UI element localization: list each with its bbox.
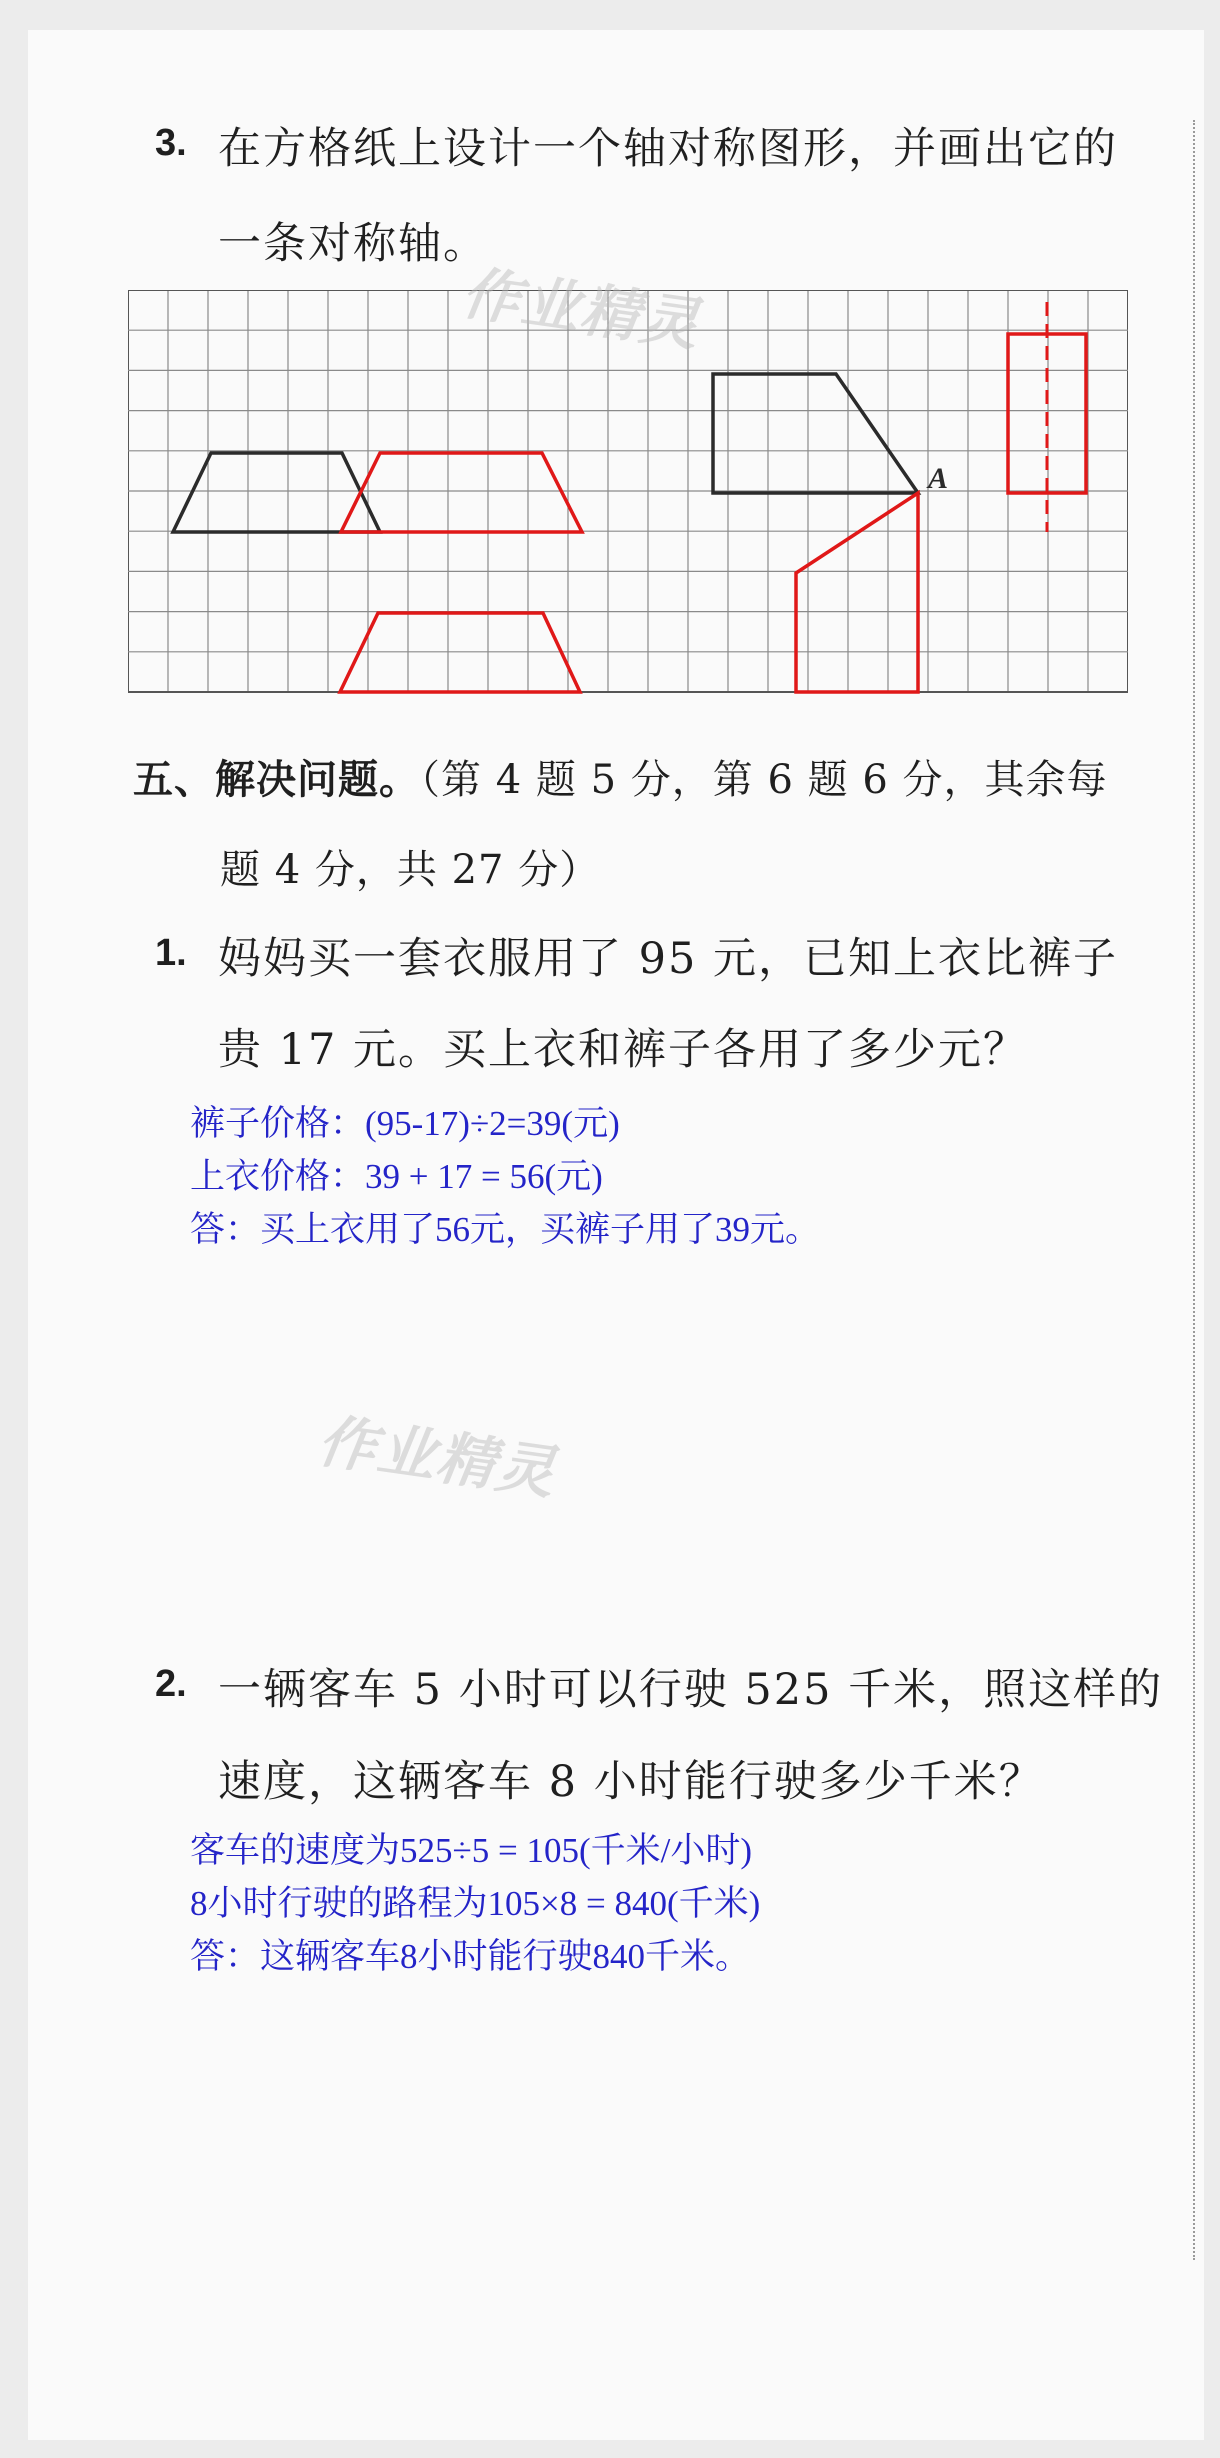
gray-pentagon (713, 374, 918, 493)
problem1-number: 1. (155, 932, 187, 974)
problem1-answer-line3: 答：买上衣用了56元，买裤子用了39元。 (190, 1210, 821, 1249)
section5-heading: 五、解决问题。 (133, 757, 420, 803)
problem2-number: 2. (155, 1663, 187, 1705)
red-trapezoid-lower (340, 613, 580, 692)
q3-text-line2: 一条对称轴。 (218, 219, 488, 269)
problem1-text-line2: 贵 17 元。买上衣和裤子各用了多少元？ (218, 1025, 1029, 1075)
watermark-middle: 作业精灵 (313, 1406, 561, 1508)
red-pentagon (796, 493, 918, 692)
q3-number: 3. (155, 122, 187, 164)
problem2-answer-line3: 答：这辆客车8小时能行驶840千米。 (190, 1937, 751, 1976)
watermark-top: 作业精灵 (457, 258, 705, 360)
problem2-answer-line1: 客车的速度为525÷5 = 105(千米/小时) (190, 1831, 752, 1870)
section5-note-line2: 题 4 分，共 27 分） (220, 847, 601, 893)
section5-header (133, 748, 1108, 805)
red-trapezoid-upper (341, 453, 582, 532)
problem1-answer-line1: 裤子价格：(95-17)÷2=39(元) (190, 1104, 620, 1143)
gray-trapezoid (173, 453, 380, 532)
point-a-label: A (928, 462, 949, 495)
q3-text-line1: 在方格纸上设计一个轴对称图形，并画出它的 (218, 124, 1118, 174)
problem1-text-line1: 妈妈买一套衣服用了 95 元，已知上衣比裤子 (218, 934, 1119, 984)
problem1-answer-line2: 上衣价格：39 + 17 = 56(元) (190, 1157, 603, 1196)
problem2-text-line1: 一辆客车 5 小时可以行驶 525 千米，照这样的 (218, 1665, 1164, 1715)
problem2-answer-line2: 8小时行驶的路程为105×8 = 840(千米) (190, 1884, 761, 1923)
section5-note-line1: （第 4 题 5 分，第 6 题 6 分，其余每 (420, 757, 1108, 803)
problem2-text-line2: 速度，这辆客车 8 小时能行驶多少千米？ (218, 1757, 1044, 1807)
page-edge-dotted-line (1193, 120, 1195, 2260)
